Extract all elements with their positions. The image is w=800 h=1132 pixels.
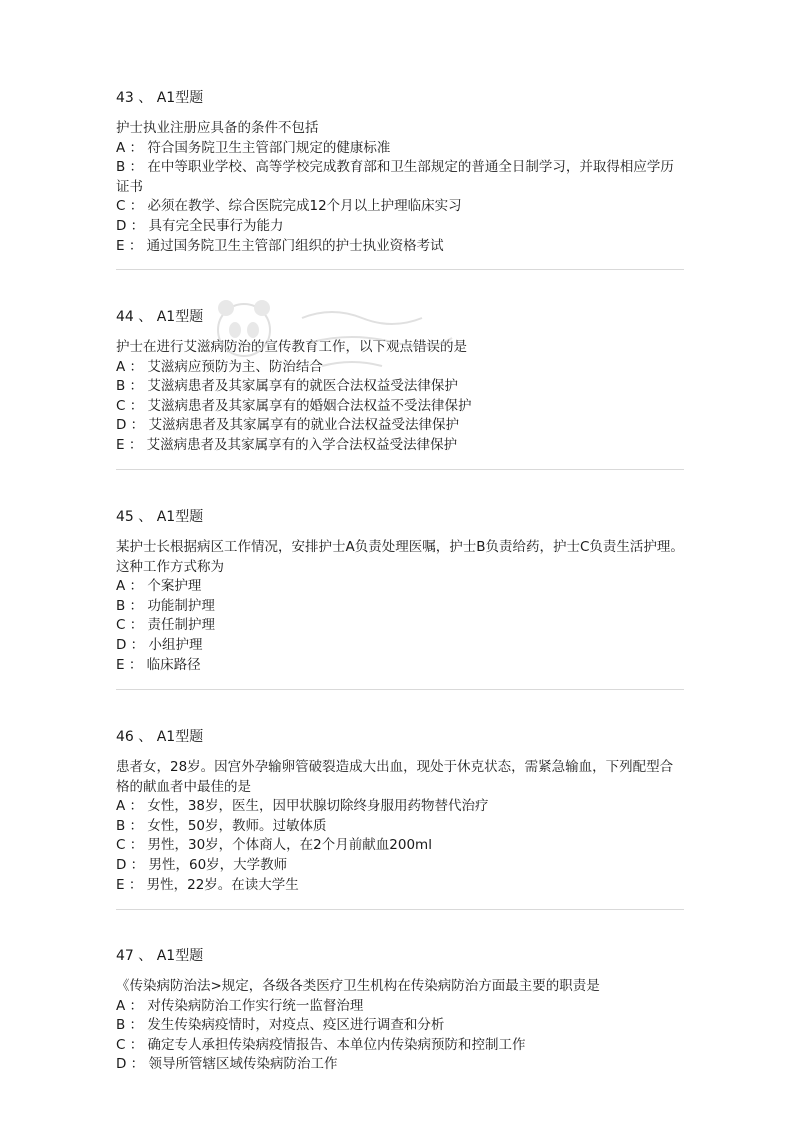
question-47 <box>116 946 684 1075</box>
option-c: C ： 必须在教学、综合医院完成12个月以上护理临床实习 <box>116 198 462 215</box>
option-c: C ： 艾滋病患者及其家属享有的婚姻合法权益不受法律保护 <box>116 397 472 414</box>
question-type: A1型题 <box>156 948 204 964</box>
question-43 <box>116 88 684 256</box>
question-header: 43 、 A1型题 <box>116 90 204 106</box>
question-stem: 某护士长根据病区工作情况，安排护士A负责处理医嘱，护士B负责给药，护士C负责生活护理。这种工作方式称为 <box>116 539 684 575</box>
question-type: A1型题 <box>156 729 204 745</box>
option-c: C ： 责任制护理 <box>116 617 216 634</box>
question-stem: 护士执业注册应具备的条件不包括 <box>116 120 319 136</box>
option-d: D ： 领导所管辖区域传染病防治工作 <box>116 1056 338 1073</box>
option-d: D ： 小组护理 <box>116 636 203 653</box>
option-a: A ： 对传染病防治工作实行统一监督治理 <box>116 997 364 1014</box>
question-stem: 患者女，28岁。因宫外孕输卵管破裂造成大出血，现处于休克状态，需紧急输血，下列配型合格的献血者中最佳的是 <box>116 759 674 795</box>
option-c: C ： 确定专人承担传染病疫情报告、本单位内传染病预防和控制工作 <box>116 1036 526 1053</box>
question-type: A1型题 <box>156 90 204 106</box>
option-b: B ： 在中等职业学校、高等学校完成教育部和卫生部规定的普通全日制学习，并取得相应学历证书 <box>116 159 674 195</box>
question-number: 44 <box>116 309 134 325</box>
question-number: 47 <box>116 948 134 964</box>
option-a: A ： 符合国务院卫生主管部门规定的健康标准 <box>116 139 391 156</box>
question-type: A1型题 <box>156 309 204 325</box>
option-a: A ： 个案护理 <box>116 578 202 595</box>
option-a: A ： 艾滋病应预防为主、防治结合 <box>116 358 323 375</box>
divider <box>116 469 684 470</box>
question-type: A1型题 <box>156 509 204 525</box>
option-c: C ： 男性，30岁，个体商人，在2个月前献血200ml <box>116 837 432 854</box>
divider <box>116 909 684 910</box>
question-header: 45 、 A1型题 <box>116 509 204 525</box>
option-b: B ： 艾滋病患者及其家属享有的就医合法权益受法律保护 <box>116 378 458 395</box>
option-d: D ： 艾滋病患者及其家属享有的就业合法权益受法律保护 <box>116 417 459 434</box>
option-d: D ： 男性，60岁，大学教师 <box>116 856 288 873</box>
option-b: B ： 女性，50岁，教师。过敏体质 <box>116 817 327 834</box>
option-b: B ： 功能制护理 <box>116 597 215 614</box>
question-45 <box>116 507 684 675</box>
question-number: 46 <box>116 729 134 745</box>
option-d: D ： 具有完全民事行为能力 <box>116 217 284 234</box>
divider <box>116 689 684 690</box>
question-number: 45 <box>116 509 134 525</box>
question-header: 44 、 A1型题 <box>116 309 204 325</box>
question-number: 43 <box>116 90 134 106</box>
option-e: E ： 艾滋病患者及其家属享有的入学合法权益受法律保护 <box>116 436 458 453</box>
option-e: E ： 男性，22岁。在读大学生 <box>116 876 299 893</box>
question-stem: 护士在进行艾滋病防治的宣传教育工作，以下观点错误的是 <box>116 339 467 355</box>
question-stem: 《传染病防治法>规定，各级各类医疗卫生机构在传染病防治方面最主要的职责是 <box>116 978 600 994</box>
option-e: E ： 临床路径 <box>116 656 201 673</box>
option-e: E ： 通过国务院卫生主管部门组织的护士执业资格考试 <box>116 237 444 254</box>
question-46 <box>116 727 684 895</box>
divider <box>116 269 684 270</box>
question-header: 46 、 A1型题 <box>116 729 204 745</box>
option-b: B ： 发生传染病疫情时，对疫点、疫区进行调查和分析 <box>116 1017 445 1034</box>
question-header: 47 、 A1型题 <box>116 948 204 964</box>
option-a: A ： 女性，38岁，医生，因甲状腺切除终身服用药物替代治疗 <box>116 798 489 815</box>
question-44 <box>116 307 684 456</box>
